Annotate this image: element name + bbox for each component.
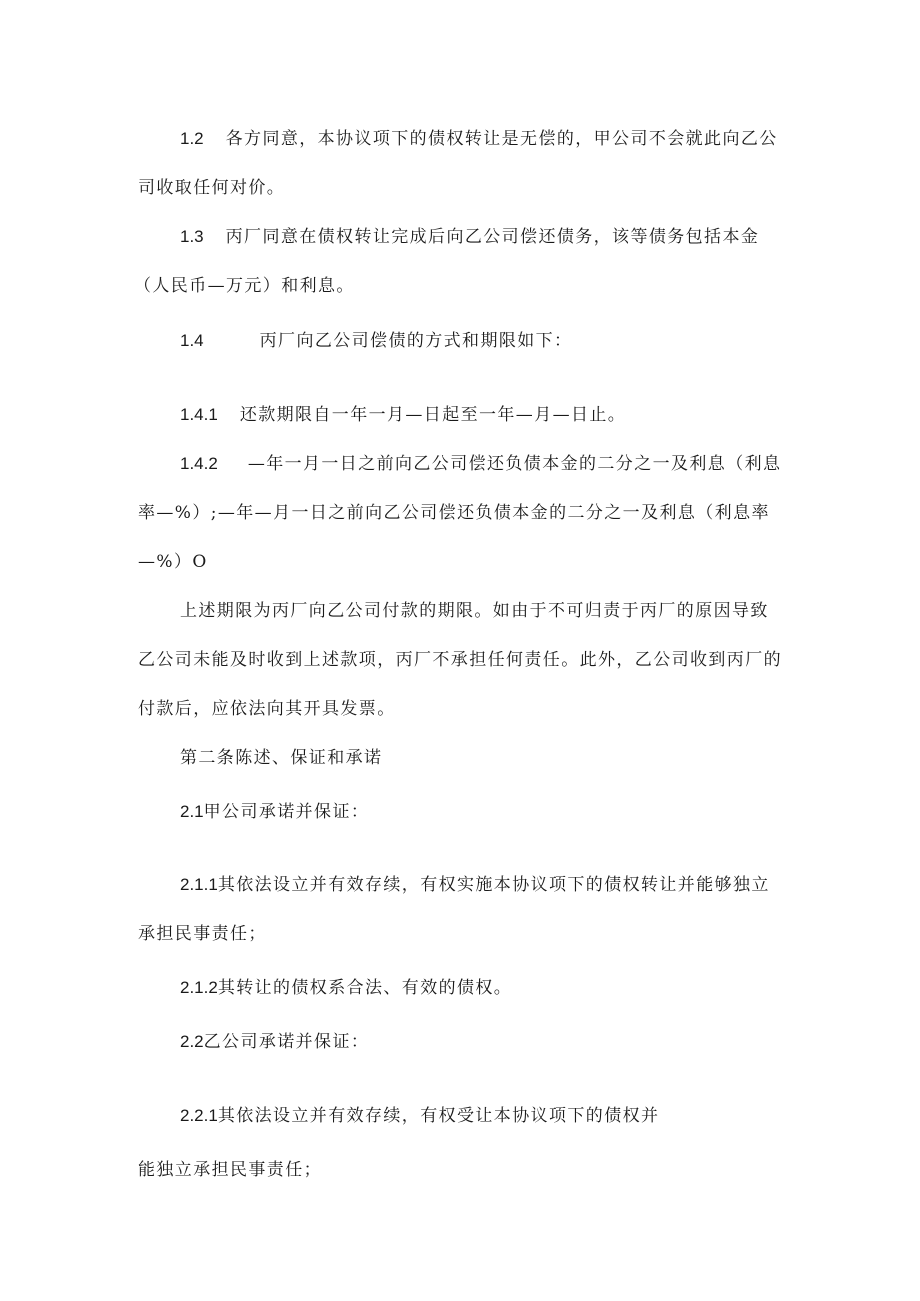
paragraph-1-2-line2: 司收取任何对价。	[138, 178, 286, 198]
paragraph-2-1-2-line1	[180, 976, 512, 1000]
clause-number: 1.3	[180, 227, 204, 246]
clause-text: 各方同意，本协议项下的债权转让是无偿的，甲公司不会就此向乙公	[225, 129, 778, 149]
paragraph-1-4-line1	[180, 329, 572, 353]
paragraph-1-3-line1	[180, 225, 759, 249]
paragraph-2-1-1-line2: 承担民事责任；	[138, 924, 267, 944]
clause-number: 2.2.1	[180, 1106, 218, 1125]
clause-number: 2.1.1	[180, 875, 218, 894]
clause-number: 1.4.2	[180, 454, 218, 473]
paragraph-1-4-1-line1	[180, 403, 626, 427]
paragraph-1-2-line1	[180, 127, 778, 151]
paragraph-2-2-line1	[180, 1030, 369, 1054]
paragraph-period-line1: 上述期限为丙厂向乙公司付款的期限。如由于不可归责于丙厂的原因导致	[180, 601, 769, 621]
article-2-heading: 第二条陈述、保证和承诺	[180, 748, 383, 768]
clause-number: 1.4.1	[180, 405, 218, 424]
clause-number: 1.4	[180, 331, 204, 350]
paragraph-2-2-1-line2: 能独立承担民事责任；	[138, 1160, 322, 1180]
clause-text: 丙厂向乙公司偿债的方式和期限如下：	[259, 331, 573, 351]
clause-number: 2.2	[180, 1032, 204, 1051]
paragraph-2-1-1-line1	[180, 873, 770, 897]
paragraph-1-4-2-line3: —%）O	[138, 552, 208, 572]
clause-text: 还款期限自一年一月—日起至一年—月—日止。	[239, 405, 627, 425]
clause-text: 其转让的债权系合法、有效的债权。	[217, 978, 513, 998]
clause-text: 甲公司承诺并保证：	[203, 802, 370, 822]
clause-number: 2.1.2	[180, 978, 218, 997]
paragraph-1-4-2-line1	[180, 452, 781, 476]
clause-text: 其依法设立并有效存续，有权受让本协议项下的债权并	[217, 1106, 660, 1126]
paragraph-1-4-2-line2: 率—%）;—年—月一日之前向乙公司偿还负债本金的二分之一及利息（利息率	[138, 503, 770, 523]
clause-number: 1.2	[180, 129, 204, 148]
paragraph-period-line3: 付款后，应依法向其开具发票。	[138, 699, 396, 719]
paragraph-2-2-1-line1	[180, 1104, 659, 1128]
clause-text: 其依法设立并有效存续，有权实施本协议项下的债权转让并能够独立	[217, 875, 770, 895]
clause-number: 2.1	[180, 802, 204, 821]
clause-text: 乙公司承诺并保证：	[203, 1032, 370, 1052]
paragraph-1-3-line2: （人民币—万元）和利息。	[134, 276, 355, 296]
clause-text: 丙厂同意在债权转让完成后向乙公司偿还债务，该等债务包括本金	[225, 227, 760, 247]
clause-text: —年一月一日之前向乙公司偿还负债本金的二分之一及利息（利息	[247, 454, 782, 474]
paragraph-period-line2: 乙公司未能及时收到上述款项，丙厂不承担任何责任。此外，乙公司收到丙厂的	[138, 650, 782, 670]
paragraph-2-1-line1	[180, 800, 369, 824]
